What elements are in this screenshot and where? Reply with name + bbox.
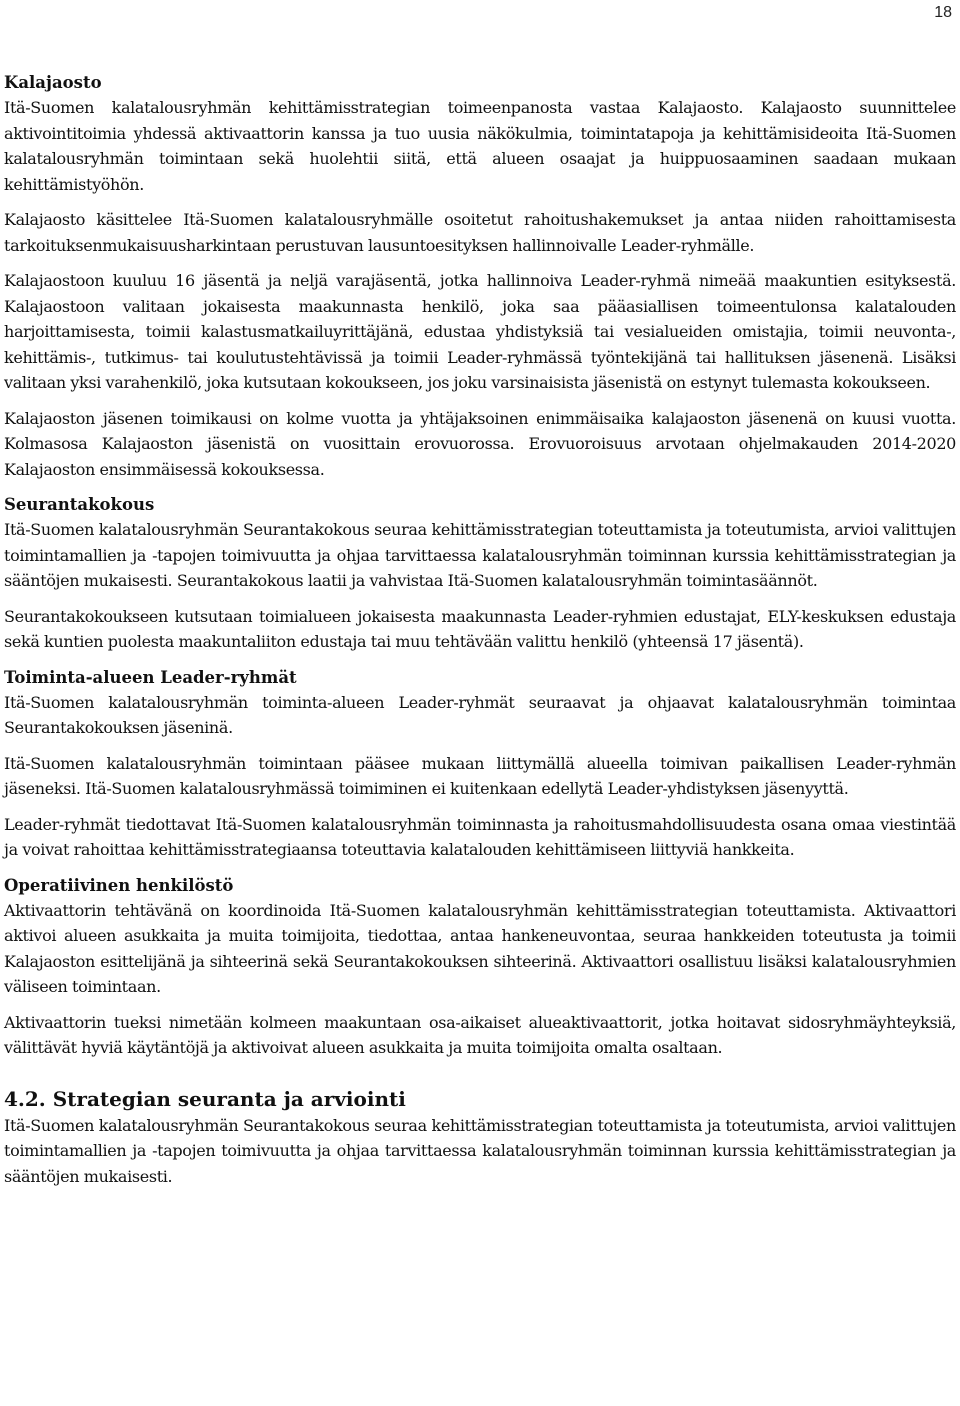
section-heading-leader: Toiminta-alueen Leader-ryhmät bbox=[4, 667, 297, 687]
paragraph: Aktivaattorin tehtävänä on koordinoida Itä-Suomen kalatalousryhmän kehittämisstrategian toteuttamista. Aktivaattori aktivoi alueen asukkaita ja muita toimijoita, tiedottaa, antaa hankeneuvontaa, seuraa hankkeiden toteutusta ja toimii Kalajaoston esittelijänä ja sihteerinä sekä Seurantakokouksen sihteerinä. Aktivaattori osallistuu lisäksi kalatalousryhmien väliseen toimintaan. bbox=[4, 900, 956, 996]
section-heading-seuranta: 4.2. Strategian seuranta ja arviointi bbox=[4, 1086, 406, 1111]
paragraph: Leader-ryhmät tiedottavat Itä-Suomen kalatalousryhmän toiminnasta ja rahoitusmahdollisuudesta osana omaa viestintää ja voivat rahoittaa kehittämisstrategiaansa toteuttavia kalatalouden kehittämiseen liittyviä hankkeita. bbox=[4, 814, 956, 859]
paragraph: Aktivaattorin tueksi nimetään kolmeen maakuntaan osa-aikaiset alueaktivaattorit, jotka hoitavat sidosryhmäyhteyksiä, välittävät hyviä käytäntöjä ja aktivoivat alueen asukkaita ja muita toimijoita omalta osaltaan. bbox=[4, 1012, 956, 1057]
paragraph: Itä-Suomen kalatalousryhmän kehittämisstrategian toimeenpanosta vastaa Kalajaosto. Kalajaosto suunnittelee aktivointitoimia yhdessä aktivaattorin kanssa ja tuo uusia näkökulmia, toimintatapoja ja kehittämisideoita Itä-Suomen kalatalousryhmän toimintaan sekä huolehtii siitä, että alueen osaajat ja huippuosaaminen saadaan mukaan kehittämistyöhön. bbox=[4, 98, 956, 194]
paragraph: Seurantakokoukseen kutsutaan toimialueen jokaisesta maakunnasta Leader-ryhmien edustajat, ELY-keskuksen edustaja sekä kuntien puolesta maakuntaliiton edustaja tai muu tehtävään valittu henkilö (yhteensä 17 jäsentä). bbox=[4, 606, 956, 651]
paragraph: Kalajaosto käsittelee Itä-Suomen kalatalousryhmälle osoitetut rahoitushakemukset ja antaa niiden rahoittamisesta tarkoituksenmukaisuusharkintaan perustuvan lausuntoesityksen hallinnoivalle Leader-ryhmälle. bbox=[4, 210, 956, 255]
document-body bbox=[4, 70, 956, 1189]
section-heading-seurantakokous: Seurantakokous bbox=[4, 495, 155, 514]
section-heading-henkilosto: Operatiivinen henkilöstö bbox=[4, 875, 234, 895]
section-heading-kalajaosto: Kalajaosto bbox=[4, 73, 102, 92]
paragraph: Itä-Suomen kalatalousryhmän Seurantakokous seuraa kehittämisstrategian toteuttamista ja toteutumista, arvioi valittujen toimintamallien ja -tapojen toimivuutta ja ohjaa tarvittaessa kalatalousryhmän toiminnan kurssia kehittämisstrategian ja sääntöjen mukaisesti. bbox=[4, 1115, 956, 1186]
paragraph: Itä-Suomen kalatalousryhmän toimintaan pääsee mukaan liittymällä alueella toimivan paikallisen Leader-ryhmän jäseneksi. Itä-Suomen kalatalousryhmässä toimiminen ei kuitenkaan edellytä Leader-yhdistyksen jäsenyyttä. bbox=[4, 753, 956, 798]
paragraph: Kalajaostoon kuuluu 16 jäsentä ja neljä varajäsentä, jotka hallinnoiva Leader-ryhmä nimeää maakuntien esityksestä. Kalajaostoon valitaan jokaisesta maakunnasta henkilö, joka saa pääasiallisen toimeentulonsa kalatalouden harjoittamisesta, toimii kalastusmatkailuyrittäjänä, edustaa yhdistyksiä tai vesialueiden omistajia, toimii neuvonta-, kehittämis-, tutkimus- tai koulutustehtävissä ja toimii Leader-ryhmässä työntekijänä tai hallituksen jäsenenä. Lisäksi valitaan yksi varahenkilö, joka kutsutaan kokoukseen, jos joku varsinaisista jäsenistä on estynyt tulemasta kokoukseen. bbox=[4, 271, 956, 392]
paragraph: Kalajaoston jäsenen toimikausi on kolme vuotta ja yhtäjaksoinen enimmäisaika kalajaoston jäsenenä on kuusi vuotta. Kolmasosa Kalajaoston jäsenistä on vuosittain erovuorossa. Erovuoroisuus arvotaan ohjelmakauden 2014-2020 Kalajaoston ensimmäisessä kokouksessa. bbox=[4, 408, 956, 479]
paragraph: Itä-Suomen kalatalousryhmän Seurantakokous seuraa kehittämisstrategian toteuttamista ja toteutumista, arvioi valittujen toimintamallien ja -tapojen toimivuutta ja ohjaa tarvittaessa kalatalousryhmän toiminnan kurssia kehittämisstrategian ja sääntöjen mukaisesti. Seurantakokous laatii ja vahvistaa Itä-Suomen kalatalousryhmän toimintasäännöt. bbox=[4, 520, 956, 590]
page-number: 18 bbox=[934, 4, 952, 21]
paragraph: Itä-Suomen kalatalousryhmän toiminta-alueen Leader-ryhmät seuraavat ja ohjaavat kalatalousryhmän toimintaa Seurantakokouksen jäseninä. bbox=[4, 692, 956, 737]
